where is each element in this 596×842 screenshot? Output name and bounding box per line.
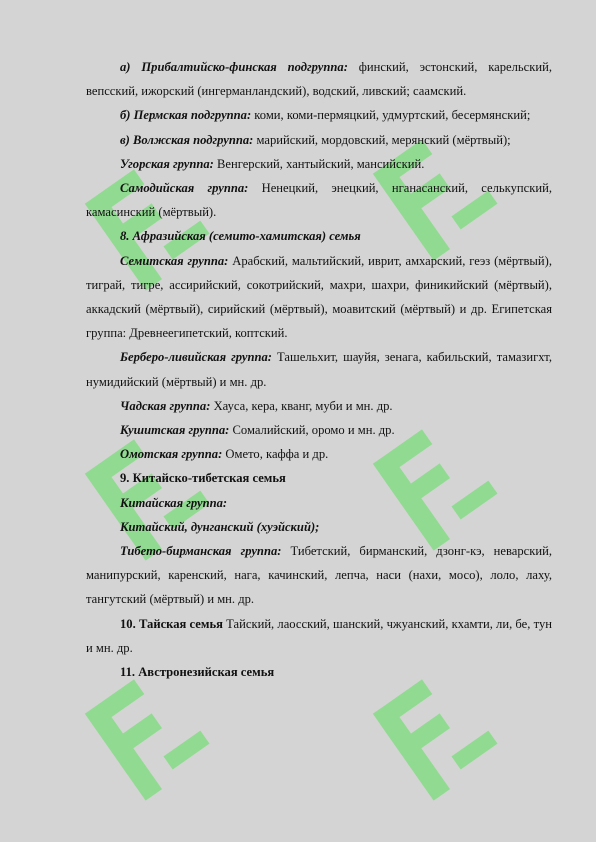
section-heading-sino-tibetan [86,466,552,490]
paragraph-heading: Самодийская группа: [120,181,249,196]
paragraph-baltic-finnic [86,55,552,103]
paragraph-text: Тайский, лаосский, шанский, чжуанский, кхамти, ли, бе, тун и мн. др. [86,616,552,655]
paragraph-omotic [86,442,552,466]
paragraph-text: Ненецкий, энецкий, нганасанский, селькупский, камасинский (мёртвый). [86,181,552,220]
paragraph-text: Арабский, мальтийский, иврит, амхарский, геэз (мёртвый), тиграй, тигре, ассирийский, сокотрийский, махри, шахри, финикийский (мёртвый), аккадский (мёртвый), сирийский (мёртвый), моавитский (мёртвый) и др. Египетская группа: Древнеегипетский, коптский. [86,253,552,341]
paragraph-chinese-group [86,491,552,515]
section-heading: 8. Афразийская (семито-хамитская) семья [120,229,361,244]
paragraph-volga [86,128,552,152]
section-heading-austronesian [86,660,552,684]
paragraph-chinese-languages [86,515,552,539]
paragraph-permic [86,103,552,127]
paragraph-heading: в) Волжская подгруппа: [120,132,254,147]
paragraph-text: марийский, мордовский, мерянский (мёртвый); [253,132,511,147]
paragraph-text: Хауса, кера, кванг, муби и мн. др. [210,398,393,413]
paragraph-text: Тибетский, бирманский, дзонг-кэ, неварский, манипурский, каренский, нага, качинский, лепча, наси (нахи, мосо), лоло, лаху, тангутский (мёртвый) и мн. др. [86,544,552,607]
paragraph-heading: Берберо-ливийская группа: [120,350,273,365]
paragraph-heading: Кушитская группа: [120,423,230,438]
paragraph-ugric [86,152,552,176]
paragraph-text: коми, коми-пермяцкий, удмуртский, бесермянский; [251,108,531,123]
paragraph-text: Омето, каффа и др. [222,447,329,462]
section-heading: 9. Китайско-тибетская семья [120,471,286,486]
paragraph-heading: Чадская группа: [120,398,211,413]
paragraph-heading: б) Пермская подгруппа: [120,108,252,123]
paragraph-text: Ташельхит, шауйя, зенага, кабильский, тамазигхт, нумидийский (мёртвый) и мн. др. [86,350,552,389]
paragraph-cushitic [86,418,552,442]
paragraph-heading: Семитская группа: [120,253,229,268]
paragraph-tibeto-burman [86,539,552,612]
section-heading-afroasiatic [86,224,552,248]
paragraph-samoyedic [86,176,552,224]
paragraph-heading: Китайская группа: [120,495,228,510]
paragraph-text: финский, эстонский, карельский, вепсский, ижорский (ингерманландский), водский, ливский; саамский. [86,60,552,99]
paragraph-tai [86,612,552,660]
paragraph-heading: Угорская группа: [120,156,214,171]
document-body [86,55,552,684]
section-heading: 11. Австронезийская семья [120,665,275,680]
section-heading: 10. Тайская семья [120,616,223,631]
paragraph-heading: Тибето-бирманская группа: [120,544,282,559]
paragraph-text: Сомалийский, оромо и мн. др. [229,423,395,438]
paragraph-berber [86,345,552,393]
paragraph-heading: Омотская группа: [120,447,223,462]
paragraph-chadic [86,394,552,418]
paragraph-semitic [86,249,552,346]
paragraph-heading: а) Прибалтийско-финская подгруппа: [120,60,348,74]
paragraph-text: Венгерский, хантыйский, мансийский. [213,156,425,171]
paragraph-heading: Китайский, дунганский (хуэйский); [120,519,320,534]
